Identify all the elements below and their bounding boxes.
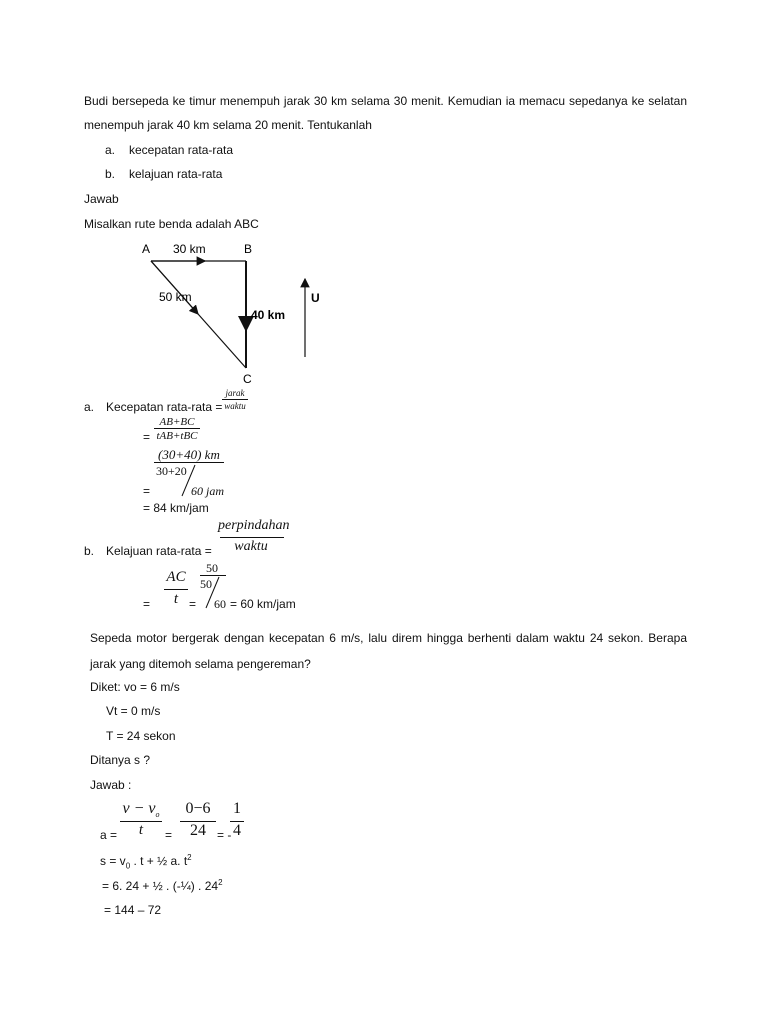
superscript-2: 2 (218, 878, 223, 887)
solution-b-marker: b. (84, 544, 95, 558)
answer-label-2: Jawab : (90, 778, 132, 792)
a-label: a = (100, 828, 118, 842)
problem1-text: Budi bersepeda ke timur menempuh jarak 30 km selama 30 menit. Kemudian ia memacu sepedanya ke selatan menempuh jarak 40 km selama 20 menit. Tentukanlah (84, 94, 687, 132)
frac-sum-num: (30+40) km (158, 447, 220, 462)
fraction-line (222, 399, 248, 400)
superscript-2: 2 (187, 853, 192, 862)
fraction-line (154, 462, 224, 463)
problem2-text: Sepeda motor bergerak dengan kecepatan 6 m/s, lalu direm hingga berhenti dalam waktu 24 sekon. Berapa jarak yang ditemoh selama pengereman? (90, 631, 687, 671)
fraction-line (164, 589, 188, 590)
list-marker: a. (105, 143, 116, 157)
s-formula-start: s = v (100, 854, 126, 868)
frac-waktu-den: waktu (224, 401, 246, 411)
asked-text: Ditanya s ? (90, 753, 151, 767)
frac-den-bottom: 60 (214, 597, 226, 611)
answer-label: Jawab (84, 192, 119, 206)
equals-sign: = (165, 828, 173, 842)
frac-den-bottom: 60 jam (191, 484, 224, 498)
route-intro: Misalkan rute benda adalah ABC (84, 217, 259, 231)
frac-4-den: 4 (233, 822, 241, 839)
point-b-label: B (244, 242, 253, 256)
s-result: = 144 – 72 (104, 903, 162, 917)
frac-den-top: 50 (200, 577, 212, 591)
frac-1-num: 1 (233, 800, 241, 817)
solution-b-label: Kelajuan rata-rata = (106, 544, 212, 558)
frac-t-den: t (173, 591, 179, 607)
ac-distance-label: 50 km (159, 290, 192, 304)
subscript-o: o (155, 810, 160, 820)
north-label: U (311, 291, 320, 305)
bc-distance-label: 40 km (251, 308, 286, 322)
frac-jarak-num: jarak (225, 388, 245, 398)
frac-ac-num: AC (166, 569, 186, 585)
frac-den-top: 30+20 (156, 464, 187, 478)
frac-0-6-num: 0−6 (185, 800, 211, 817)
s-formula (100, 853, 192, 870)
equals-sign: = (189, 597, 197, 611)
arrow-ac (151, 261, 198, 314)
frac-50-num: 50 (206, 561, 218, 575)
equals-sign: = (143, 597, 151, 611)
frac-v-num (120, 800, 162, 819)
list-label: kelajuan rata-rata (129, 167, 223, 181)
known-vt: Vt = 0 m/s (106, 704, 161, 718)
subscript-0: 0 (125, 861, 131, 871)
frac-24-den: 24 (190, 822, 206, 839)
frac-t-den: t (138, 822, 144, 838)
equals-sign: = (143, 430, 151, 444)
route-diagram (0, 0, 768, 400)
point-c-label: C (243, 372, 252, 386)
v-minus-v: v − v (122, 800, 156, 817)
frac-ab-bc-num: AB+BC (159, 416, 195, 428)
frac-t-den: tAB+tBC (156, 430, 198, 442)
s-formula-rest: . t + ½ a. t (130, 854, 188, 868)
s-substitution (102, 878, 223, 893)
list-marker: b. (105, 167, 116, 181)
known-vo: Diket: vo = 6 m/s (90, 680, 180, 694)
result-b: = 60 km/jam (230, 597, 296, 611)
list-label: kecepatan rata-rata (129, 143, 234, 157)
solution-a-marker: a. (84, 400, 95, 414)
equals-minus: = - (217, 828, 232, 842)
equals-sign: = (143, 484, 151, 498)
point-a-label: A (142, 242, 151, 256)
solution-a-label: Kecepatan rata-rata = (106, 400, 223, 414)
result-a: = 84 km/jam (143, 501, 209, 515)
ab-distance-label: 30 km (173, 242, 206, 256)
known-t: T = 24 sekon (106, 729, 176, 743)
fraction-line (154, 428, 200, 429)
frac-waktu-den: waktu (234, 539, 268, 554)
s-substitution-text: = 6. 24 + ½ . (-¼) . 24 (102, 879, 219, 893)
frac-perpindahan-num: perpindahan (218, 518, 290, 533)
fraction-line (220, 537, 284, 538)
